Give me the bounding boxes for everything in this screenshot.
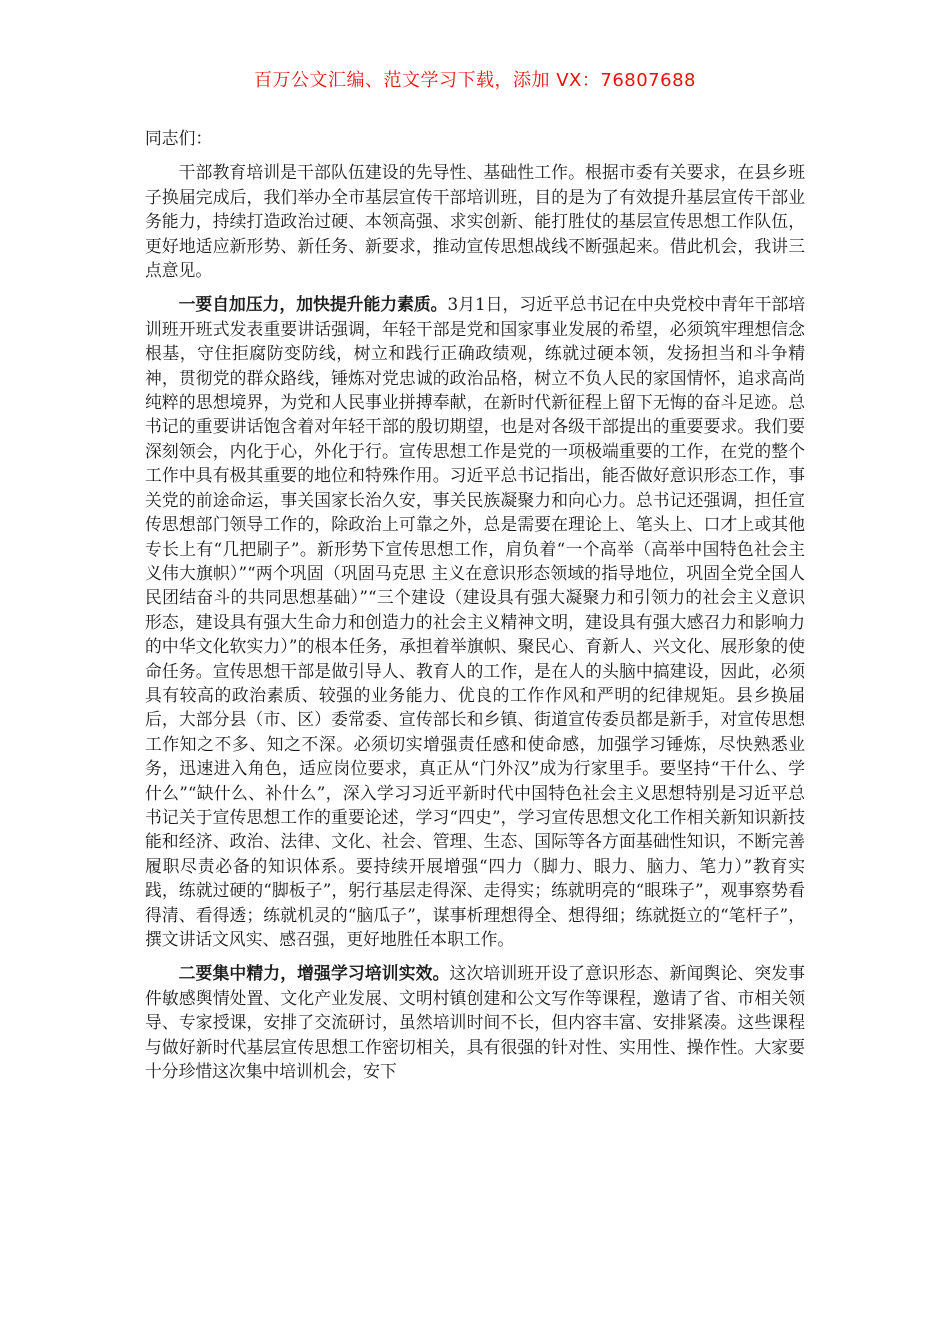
paragraph-intro bbox=[145, 160, 805, 282]
paragraph-text: 这次培训班开设了意识形态、新闻舆论、突发事件敏感舆情处置、文化产业发展、文明村镇创建和公文写作等课程，邀请了省、市相关领导、专家授课，安排了交流研讨，虽然培训时间不长，但内容丰富、安排紧凑。这些课程与做好新时代基层宣传思想工作密切相关，具有很强的针对性、实用性、操作性。大家要十分珍惜这次集中培训机会，安下 bbox=[145, 963, 805, 1082]
paragraph-heading: 二要集中精力，增强学习培训实效。 bbox=[178, 963, 450, 984]
header-banner: 百万公文汇编、范文学习下载，添加 VX：76807688 bbox=[254, 70, 696, 91]
document-body bbox=[145, 126, 805, 1093]
paragraph-text: 3月1日，习近平总书记在中央党校中青年干部培训班开班式发表重要讲话强调，年轻干部是党和国家事业发展的希望，必须筑牢理想信念根基，守住拒腐防变防线，树立和践行正确政绩观，练就过硬本领，发扬担当和斗争精神，贯彻党的群众路线，锤炼对党忠诚的政治品格，树立不负人民的家国情怀，追求高尚纯粹的思想境界，为党和人民事业拼搏奉献，在新时代新征程上留下无悔的奋斗足迹。总书记的重要讲话饱含着对年轻干部的殷切期望，也是对各级干部提出的重要要求。我们要深刻领会，内化于心，外化于行。宣传思想工作是党的一项极端重要的工作，在党的整个工作中具有极其重要的地位和特殊作用。习近平总书记指出，能否做好意识形态工作，事关党的前途命运，事关国家长治久安，事关民族凝聚力和向心力。总书记还强调，担任宣传思想部门领导工作的，除政治上可靠之外，总是需要在理论上、笔头上、口才上或其他专长上有“几把刷子”。新形势下宣传思想工作，肩负着“一个高举（高举中国特色社会主义伟大旗帜）”“两个巩固（巩固马克思 主义在意识形态领域的指导地位，巩固全党全国人民团结奋斗的共同思想基础）”“三个建设（建设具有强大凝聚力和引领力的社会主义意识形态，建设具有强大生命力和创造力的社会主义精神文明，建设具有强大感召力和影响力的中华文化软实力）”的根本任务，承担着举旗帜、聚民心、育新人、兴文化、展形象的使命任务。宣传思想干部是做引导人、教育人的工作，是在人的头脑中搞建设，因此，必须具有较高的政治素质、较强的业务能力、优良的工作作风和严明的纪律规矩。县乡换届后，大部分县（市、区）委常委、宣传部长和乡镇、街道宣传委员都是新手，对宣传思想工作知之不多、知之不深。必须切实增强责任感和使命感，加强学习锤炼，尽快熟悉业务，迅速进入角色，适应岗位要求，真正从“门外汉”成为行家里手。要坚持“干什么、学什么”“缺什么、补什么”，深入学习习近平新时代中国特色社会主义思想特别是习近平总书记关于宣传思想工作的重要论述，学习“四史”，学习宣传思想文化工作相关新知识新技能和经济、政治、法律、文化、社会、管理、生态、国际等各方面基础性知识，不断完善履职尽责必备的知识体系。要持续开展增强“四力（脚力、眼力、脑力、笔力）”教育实践，练就过硬的“脚板子”，躬行基层走得深、走得实；练就明亮的“眼珠子”，观事察势看得清、看得透；练就机灵的“脑瓜子”，谋事析理想得全、想得细；练就挺立的“笔杆子”，撰文讲话文风实、感召强，更好地胜任本职工作。 bbox=[145, 294, 805, 949]
paragraph-text: 干部教育培训是干部队伍建设的先导性、基础性工作。根据市委有关要求，在县乡班子换届完成后，我们举办全市基层宣传干部培训班，目的是为了有效提升基层宣传干部业务能力，持续打造政治过硬、本领高强、求实创新、能打胜仗的基层宣传思想工作队伍，更好地适应新形势、新任务、新要求，推动宣传思想战线不断强起来。借此机会，我讲三点意见。 bbox=[145, 162, 805, 281]
paragraph-heading: 一要自加压力，加快提升能力素质。 bbox=[178, 294, 448, 315]
paragraph-point-two bbox=[145, 961, 805, 1083]
paragraph-point-one bbox=[145, 292, 805, 951]
salutation: 同志们： bbox=[145, 128, 213, 148]
